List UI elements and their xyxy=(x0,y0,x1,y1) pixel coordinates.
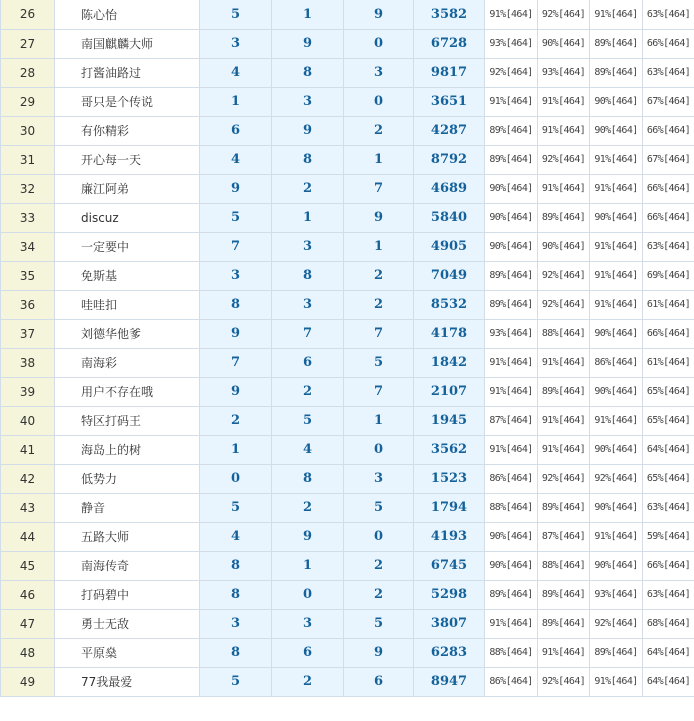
percent-cell-1: 92%[464] xyxy=(485,58,538,87)
ranking-table-body xyxy=(1,0,694,696)
total-cell: 1523 xyxy=(414,464,485,493)
number-c-cell: 9 xyxy=(344,203,414,232)
number-c-cell: 5 xyxy=(344,609,414,638)
percent-cell-1: 89%[464] xyxy=(485,116,538,145)
number-c-cell: 2 xyxy=(344,290,414,319)
percent-cell-2: 92%[464] xyxy=(538,261,590,290)
percent-cell-3: 91%[464] xyxy=(590,0,643,29)
number-c-cell: 0 xyxy=(344,522,414,551)
number-c-cell: 3 xyxy=(344,58,414,87)
number-a-cell: 5 xyxy=(200,203,272,232)
percent-cell-2: 91%[464] xyxy=(538,406,590,435)
user-name-cell[interactable]: 哇哇扣 xyxy=(55,290,200,319)
table-row xyxy=(1,116,694,145)
total-cell: 1945 xyxy=(414,406,485,435)
table-row xyxy=(1,580,694,609)
table-row xyxy=(1,406,694,435)
rank-cell: 44 xyxy=(1,522,55,551)
total-cell: 9817 xyxy=(414,58,485,87)
percent-cell-4: 61%[464] xyxy=(643,290,694,319)
number-b-cell: 8 xyxy=(272,58,344,87)
rank-cell: 39 xyxy=(1,377,55,406)
user-name-cell[interactable]: 静音 xyxy=(55,493,200,522)
percent-cell-3: 90%[464] xyxy=(590,377,643,406)
percent-cell-4: 69%[464] xyxy=(643,261,694,290)
user-name-cell[interactable]: 打码碧中 xyxy=(55,580,200,609)
total-cell: 6728 xyxy=(414,29,485,58)
percent-cell-1: 89%[464] xyxy=(485,580,538,609)
total-cell: 6283 xyxy=(414,638,485,667)
number-b-cell: 3 xyxy=(272,609,344,638)
percent-cell-1: 90%[464] xyxy=(485,232,538,261)
number-a-cell: 7 xyxy=(200,348,272,377)
total-cell: 4905 xyxy=(414,232,485,261)
table-row xyxy=(1,203,694,232)
percent-cell-2: 87%[464] xyxy=(538,522,590,551)
rank-cell: 46 xyxy=(1,580,55,609)
total-cell: 4287 xyxy=(414,116,485,145)
number-a-cell: 4 xyxy=(200,145,272,174)
percent-cell-4: 63%[464] xyxy=(643,0,694,29)
percent-cell-3: 92%[464] xyxy=(590,609,643,638)
percent-cell-2: 92%[464] xyxy=(538,667,590,696)
percent-cell-2: 89%[464] xyxy=(538,377,590,406)
percent-cell-4: 66%[464] xyxy=(643,29,694,58)
percent-cell-4: 65%[464] xyxy=(643,464,694,493)
table-row xyxy=(1,667,694,696)
number-b-cell: 7 xyxy=(272,319,344,348)
table-row xyxy=(1,58,694,87)
total-cell: 8532 xyxy=(414,290,485,319)
number-c-cell: 0 xyxy=(344,29,414,58)
number-a-cell: 9 xyxy=(200,174,272,203)
number-b-cell: 4 xyxy=(272,435,344,464)
number-c-cell: 3 xyxy=(344,464,414,493)
percent-cell-2: 89%[464] xyxy=(538,580,590,609)
percent-cell-3: 91%[464] xyxy=(590,261,643,290)
total-cell: 4689 xyxy=(414,174,485,203)
number-b-cell: 2 xyxy=(272,174,344,203)
percent-cell-3: 90%[464] xyxy=(590,203,643,232)
number-b-cell: 1 xyxy=(272,0,344,29)
total-cell: 6745 xyxy=(414,551,485,580)
number-b-cell: 2 xyxy=(272,493,344,522)
number-b-cell: 5 xyxy=(272,406,344,435)
percent-cell-3: 90%[464] xyxy=(590,319,643,348)
rank-cell: 32 xyxy=(1,174,55,203)
table-row xyxy=(1,348,694,377)
number-c-cell: 6 xyxy=(344,667,414,696)
number-b-cell: 8 xyxy=(272,145,344,174)
percent-cell-3: 86%[464] xyxy=(590,348,643,377)
total-cell: 3807 xyxy=(414,609,485,638)
number-c-cell: 9 xyxy=(344,0,414,29)
total-cell: 3582 xyxy=(414,0,485,29)
total-cell: 5840 xyxy=(414,203,485,232)
total-cell: 7049 xyxy=(414,261,485,290)
number-a-cell: 1 xyxy=(200,435,272,464)
number-a-cell: 5 xyxy=(200,667,272,696)
percent-cell-2: 91%[464] xyxy=(538,638,590,667)
rank-cell: 30 xyxy=(1,116,55,145)
number-c-cell: 9 xyxy=(344,638,414,667)
number-b-cell: 9 xyxy=(272,116,344,145)
number-c-cell: 7 xyxy=(344,377,414,406)
table-row xyxy=(1,261,694,290)
user-name-cell[interactable]: 陈心怡 xyxy=(55,0,200,29)
user-name-cell[interactable]: 77我最爱 xyxy=(55,667,200,696)
percent-cell-3: 91%[464] xyxy=(590,145,643,174)
user-name-cell[interactable]: 有你精彩 xyxy=(55,116,200,145)
number-b-cell: 2 xyxy=(272,667,344,696)
table-row xyxy=(1,0,694,29)
percent-cell-1: 89%[464] xyxy=(485,290,538,319)
percent-cell-1: 90%[464] xyxy=(485,203,538,232)
number-a-cell: 9 xyxy=(200,377,272,406)
table-row xyxy=(1,29,694,58)
total-cell: 5298 xyxy=(414,580,485,609)
user-name-cell[interactable]: 特区打码王 xyxy=(55,406,200,435)
percent-cell-4: 67%[464] xyxy=(643,87,694,116)
number-c-cell: 7 xyxy=(344,319,414,348)
number-b-cell: 6 xyxy=(272,638,344,667)
total-cell: 4193 xyxy=(414,522,485,551)
table-row xyxy=(1,551,694,580)
user-name-cell[interactable]: 用户不存在哦 xyxy=(55,377,200,406)
percent-cell-4: 59%[464] xyxy=(643,522,694,551)
number-c-cell: 1 xyxy=(344,406,414,435)
table-row xyxy=(1,609,694,638)
percent-cell-2: 93%[464] xyxy=(538,58,590,87)
number-a-cell: 8 xyxy=(200,638,272,667)
number-a-cell: 1 xyxy=(200,87,272,116)
percent-cell-1: 91%[464] xyxy=(485,435,538,464)
percent-cell-2: 92%[464] xyxy=(538,145,590,174)
percent-cell-2: 88%[464] xyxy=(538,551,590,580)
rank-cell: 49 xyxy=(1,667,55,696)
percent-cell-2: 92%[464] xyxy=(538,290,590,319)
percent-cell-2: 91%[464] xyxy=(538,116,590,145)
rank-cell: 40 xyxy=(1,406,55,435)
percent-cell-2: 92%[464] xyxy=(538,0,590,29)
number-b-cell: 8 xyxy=(272,464,344,493)
percent-cell-4: 65%[464] xyxy=(643,406,694,435)
percent-cell-4: 63%[464] xyxy=(643,58,694,87)
percent-cell-4: 66%[464] xyxy=(643,319,694,348)
percent-cell-4: 66%[464] xyxy=(643,116,694,145)
number-b-cell: 8 xyxy=(272,261,344,290)
percent-cell-4: 65%[464] xyxy=(643,377,694,406)
percent-cell-2: 91%[464] xyxy=(538,348,590,377)
number-a-cell: 7 xyxy=(200,232,272,261)
percent-cell-4: 63%[464] xyxy=(643,232,694,261)
percent-cell-2: 89%[464] xyxy=(538,609,590,638)
user-name-cell[interactable]: 低势力 xyxy=(55,464,200,493)
table-row xyxy=(1,232,694,261)
percent-cell-3: 90%[464] xyxy=(590,116,643,145)
rank-cell: 36 xyxy=(1,290,55,319)
percent-cell-2: 90%[464] xyxy=(538,232,590,261)
rank-cell: 42 xyxy=(1,464,55,493)
number-b-cell: 3 xyxy=(272,232,344,261)
percent-cell-2: 91%[464] xyxy=(538,174,590,203)
rank-cell: 41 xyxy=(1,435,55,464)
number-b-cell: 0 xyxy=(272,580,344,609)
percent-cell-1: 89%[464] xyxy=(485,261,538,290)
number-c-cell: 2 xyxy=(344,580,414,609)
table-row xyxy=(1,435,694,464)
percent-cell-4: 66%[464] xyxy=(643,551,694,580)
percent-cell-2: 89%[464] xyxy=(538,203,590,232)
number-a-cell: 3 xyxy=(200,261,272,290)
percent-cell-3: 91%[464] xyxy=(590,667,643,696)
percent-cell-1: 91%[464] xyxy=(485,87,538,116)
percent-cell-3: 91%[464] xyxy=(590,406,643,435)
percent-cell-2: 89%[464] xyxy=(538,493,590,522)
rank-cell: 27 xyxy=(1,29,55,58)
percent-cell-1: 90%[464] xyxy=(485,522,538,551)
percent-cell-4: 64%[464] xyxy=(643,667,694,696)
number-c-cell: 1 xyxy=(344,145,414,174)
percent-cell-3: 91%[464] xyxy=(590,522,643,551)
percent-cell-3: 89%[464] xyxy=(590,58,643,87)
rank-cell: 38 xyxy=(1,348,55,377)
user-name-cell[interactable]: 开心每一天 xyxy=(55,145,200,174)
user-name-cell[interactable]: 廉江阿弟 xyxy=(55,174,200,203)
user-name-cell[interactable]: 南海彩 xyxy=(55,348,200,377)
percent-cell-4: 64%[464] xyxy=(643,435,694,464)
number-a-cell: 4 xyxy=(200,58,272,87)
number-b-cell: 3 xyxy=(272,290,344,319)
user-name-cell[interactable]: 免斯基 xyxy=(55,261,200,290)
user-name-cell[interactable]: 南海传奇 xyxy=(55,551,200,580)
rank-cell: 26 xyxy=(1,0,55,29)
number-a-cell: 5 xyxy=(200,493,272,522)
total-cell: 2107 xyxy=(414,377,485,406)
total-cell: 4178 xyxy=(414,319,485,348)
user-name-cell[interactable]: 哥只是个传说 xyxy=(55,87,200,116)
number-a-cell: 4 xyxy=(200,522,272,551)
rank-cell: 48 xyxy=(1,638,55,667)
percent-cell-1: 86%[464] xyxy=(485,464,538,493)
number-a-cell: 0 xyxy=(200,464,272,493)
user-name-cell[interactable]: 打酱油路过 xyxy=(55,58,200,87)
rank-cell: 29 xyxy=(1,87,55,116)
number-b-cell: 2 xyxy=(272,377,344,406)
percent-cell-3: 90%[464] xyxy=(590,493,643,522)
table-row xyxy=(1,174,694,203)
percent-cell-3: 89%[464] xyxy=(590,29,643,58)
percent-cell-4: 64%[464] xyxy=(643,638,694,667)
table-row xyxy=(1,464,694,493)
percent-cell-2: 91%[464] xyxy=(538,87,590,116)
percent-cell-4: 63%[464] xyxy=(643,493,694,522)
percent-cell-1: 91%[464] xyxy=(485,348,538,377)
number-b-cell: 6 xyxy=(272,348,344,377)
percent-cell-1: 89%[464] xyxy=(485,145,538,174)
number-b-cell: 1 xyxy=(272,551,344,580)
percent-cell-4: 61%[464] xyxy=(643,348,694,377)
table-row xyxy=(1,87,694,116)
number-a-cell: 8 xyxy=(200,580,272,609)
number-a-cell: 5 xyxy=(200,0,272,29)
number-a-cell: 2 xyxy=(200,406,272,435)
table-row xyxy=(1,377,694,406)
percent-cell-4: 66%[464] xyxy=(643,174,694,203)
number-b-cell: 9 xyxy=(272,522,344,551)
percent-cell-2: 92%[464] xyxy=(538,464,590,493)
percent-cell-3: 91%[464] xyxy=(590,232,643,261)
number-c-cell: 5 xyxy=(344,348,414,377)
percent-cell-1: 86%[464] xyxy=(485,667,538,696)
number-c-cell: 0 xyxy=(344,87,414,116)
percent-cell-1: 90%[464] xyxy=(485,551,538,580)
percent-cell-1: 87%[464] xyxy=(485,406,538,435)
percent-cell-3: 90%[464] xyxy=(590,551,643,580)
percent-cell-3: 93%[464] xyxy=(590,580,643,609)
table-row xyxy=(1,290,694,319)
rank-cell: 43 xyxy=(1,493,55,522)
number-a-cell: 3 xyxy=(200,609,272,638)
number-c-cell: 1 xyxy=(344,232,414,261)
percent-cell-3: 90%[464] xyxy=(590,87,643,116)
percent-cell-1: 88%[464] xyxy=(485,638,538,667)
user-name-cell[interactable]: 刘德华他爹 xyxy=(55,319,200,348)
user-name-cell[interactable]: 五路大师 xyxy=(55,522,200,551)
user-name-cell[interactable]: 勇士无敌 xyxy=(55,609,200,638)
user-name-cell[interactable]: 一定要中 xyxy=(55,232,200,261)
rank-cell: 31 xyxy=(1,145,55,174)
percent-cell-3: 89%[464] xyxy=(590,638,643,667)
percent-cell-1: 91%[464] xyxy=(485,609,538,638)
percent-cell-1: 90%[464] xyxy=(485,174,538,203)
number-a-cell: 9 xyxy=(200,319,272,348)
percent-cell-4: 68%[464] xyxy=(643,609,694,638)
number-b-cell: 1 xyxy=(272,203,344,232)
number-c-cell: 2 xyxy=(344,551,414,580)
number-a-cell: 8 xyxy=(200,290,272,319)
number-c-cell: 5 xyxy=(344,493,414,522)
total-cell: 3562 xyxy=(414,435,485,464)
percent-cell-3: 91%[464] xyxy=(590,174,643,203)
percent-cell-1: 91%[464] xyxy=(485,0,538,29)
rank-cell: 34 xyxy=(1,232,55,261)
number-a-cell: 8 xyxy=(200,551,272,580)
percent-cell-3: 91%[464] xyxy=(590,290,643,319)
percent-cell-4: 63%[464] xyxy=(643,580,694,609)
number-c-cell: 7 xyxy=(344,174,414,203)
total-cell: 1842 xyxy=(414,348,485,377)
total-cell: 1794 xyxy=(414,493,485,522)
table-row xyxy=(1,319,694,348)
table-row xyxy=(1,522,694,551)
percent-cell-1: 88%[464] xyxy=(485,493,538,522)
rank-cell: 47 xyxy=(1,609,55,638)
percent-cell-3: 90%[464] xyxy=(590,435,643,464)
number-c-cell: 2 xyxy=(344,261,414,290)
user-name-cell[interactable]: 海岛上的树 xyxy=(55,435,200,464)
rank-cell: 37 xyxy=(1,319,55,348)
rank-cell: 28 xyxy=(1,58,55,87)
total-cell: 3651 xyxy=(414,87,485,116)
percent-cell-4: 67%[464] xyxy=(643,145,694,174)
percent-cell-2: 88%[464] xyxy=(538,319,590,348)
table-row xyxy=(1,493,694,522)
table-row xyxy=(1,638,694,667)
percent-cell-1: 93%[464] xyxy=(485,29,538,58)
percent-cell-2: 91%[464] xyxy=(538,435,590,464)
percent-cell-2: 90%[464] xyxy=(538,29,590,58)
total-cell: 8792 xyxy=(414,145,485,174)
rank-cell: 45 xyxy=(1,551,55,580)
number-a-cell: 3 xyxy=(200,29,272,58)
percent-cell-1: 91%[464] xyxy=(485,377,538,406)
number-b-cell: 3 xyxy=(272,87,344,116)
number-b-cell: 9 xyxy=(272,29,344,58)
percent-cell-4: 66%[464] xyxy=(643,203,694,232)
number-a-cell: 6 xyxy=(200,116,272,145)
user-name-cell[interactable]: 平原燊 xyxy=(55,638,200,667)
percent-cell-1: 93%[464] xyxy=(485,319,538,348)
user-name-cell[interactable]: discuz xyxy=(55,203,200,232)
total-cell: 8947 xyxy=(414,667,485,696)
rank-cell: 33 xyxy=(1,203,55,232)
percent-cell-3: 92%[464] xyxy=(590,464,643,493)
user-name-cell[interactable]: 南国麒麟大师 xyxy=(55,29,200,58)
rank-cell: 35 xyxy=(1,261,55,290)
number-c-cell: 0 xyxy=(344,435,414,464)
number-c-cell: 2 xyxy=(344,116,414,145)
table-row xyxy=(1,145,694,174)
